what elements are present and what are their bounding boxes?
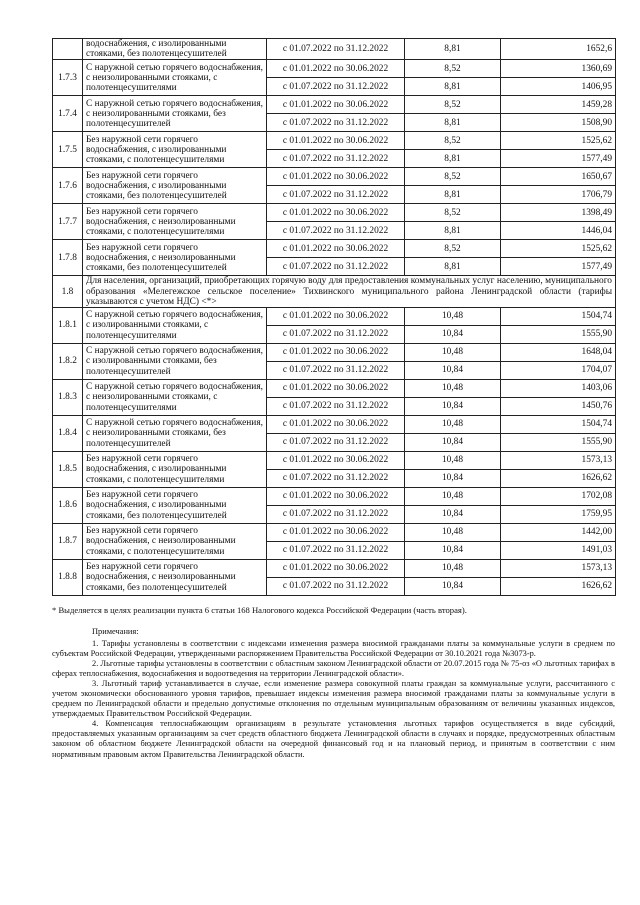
index-cell: 10,48 bbox=[405, 488, 501, 506]
period-cell: с 01.01.2022 по 30.06.2022 bbox=[267, 452, 405, 470]
tariff-value-cell: 1648,04 bbox=[501, 344, 616, 362]
row-description: Без наружной сети горячего водоснабжения, с неизолированными стояками, без полотенцесушителей bbox=[83, 240, 267, 276]
period-cell: с 01.07.2022 по 31.12.2022 bbox=[267, 39, 405, 60]
tariff-value-cell: 1704,07 bbox=[501, 362, 616, 380]
table-row bbox=[53, 416, 616, 434]
index-cell: 8,52 bbox=[405, 60, 501, 78]
tariff-value-cell: 1403,06 bbox=[501, 380, 616, 398]
row-description: С наружной сетью горячего водоснабжения, с неизолированными стояками, без полотенцесушителей bbox=[83, 96, 267, 132]
index-cell: 8,81 bbox=[405, 78, 501, 96]
index-cell: 10,84 bbox=[405, 506, 501, 524]
period-cell: с 01.01.2022 по 30.06.2022 bbox=[267, 168, 405, 186]
period-cell: с 01.01.2022 по 30.06.2022 bbox=[267, 524, 405, 542]
index-cell: 10,48 bbox=[405, 380, 501, 398]
row-number: 1.8.7 bbox=[53, 524, 83, 560]
index-cell: 10,84 bbox=[405, 326, 501, 344]
table-row bbox=[53, 488, 616, 506]
notes bbox=[52, 627, 615, 759]
row-description: Без наружной сети горячего водоснабжения, с неизолированными стояками, с полотенцесушителями bbox=[83, 524, 267, 560]
row-number: 1.7.7 bbox=[53, 204, 83, 240]
tariff-value-cell: 1652,6 bbox=[501, 39, 616, 60]
row-number: 1.8.4 bbox=[53, 416, 83, 452]
period-cell: с 01.07.2022 по 31.12.2022 bbox=[267, 398, 405, 416]
tariff-value-cell: 1759,95 bbox=[501, 506, 616, 524]
table-row bbox=[53, 344, 616, 362]
tariff-value-cell: 1508,90 bbox=[501, 114, 616, 132]
row-description: С наружной сетью горячего водоснабжения, с неизолированными стояками, с полотенцесушителями bbox=[83, 380, 267, 416]
period-cell: с 01.01.2022 по 30.06.2022 bbox=[267, 60, 405, 78]
period-cell: с 01.01.2022 по 30.06.2022 bbox=[267, 488, 405, 506]
tariff-value-cell: 1626,62 bbox=[501, 470, 616, 488]
row-description: Без наружной сети горячего водоснабжения, с изолированными стояками, с полотенцесушителями bbox=[83, 132, 267, 168]
period-cell: с 01.01.2022 по 30.06.2022 bbox=[267, 132, 405, 150]
section-text: Для населения, организаций, приобретающих горячую воду для предоставления коммунальных услуг населению, муниципального образования «Мелегежское сельское поселение» Тихвинского муниципального района Ленинградской области (тарифы указываются с учетом НДС) <*> bbox=[83, 276, 616, 308]
index-cell: 8,52 bbox=[405, 168, 501, 186]
tariff-value-cell: 1446,04 bbox=[501, 222, 616, 240]
tariff-value-cell: 1450,76 bbox=[501, 398, 616, 416]
tariff-value-cell: 1398,49 bbox=[501, 204, 616, 222]
row-description: Без наружной сети горячего водоснабжения, с неизолированными стояками, без полотенцесушителей bbox=[83, 560, 267, 596]
tariff-value-cell: 1555,90 bbox=[501, 434, 616, 452]
index-cell: 8,81 bbox=[405, 258, 501, 276]
period-cell: с 01.07.2022 по 31.12.2022 bbox=[267, 362, 405, 380]
table-row bbox=[53, 380, 616, 398]
index-cell: 8,81 bbox=[405, 222, 501, 240]
row-description: С наружной сетью горячего водоснабжения, с неизолированными стояками, без полотенцесушителей bbox=[83, 416, 267, 452]
table-row bbox=[53, 560, 616, 578]
period-cell: с 01.07.2022 по 31.12.2022 bbox=[267, 434, 405, 452]
period-cell: с 01.01.2022 по 30.06.2022 bbox=[267, 416, 405, 434]
index-cell: 10,84 bbox=[405, 470, 501, 488]
index-cell: 8,52 bbox=[405, 96, 501, 114]
row-description: С наружной сетью горячего водоснабжения, с изолированными стояками, без полотенцесушителей bbox=[83, 344, 267, 380]
row-number: 1.8.6 bbox=[53, 488, 83, 524]
period-cell: с 01.01.2022 по 30.06.2022 bbox=[267, 204, 405, 222]
tariff-value-cell: 1504,74 bbox=[501, 416, 616, 434]
tariff-value-cell: 1525,62 bbox=[501, 132, 616, 150]
period-cell: с 01.07.2022 по 31.12.2022 bbox=[267, 78, 405, 96]
table-row bbox=[53, 524, 616, 542]
tariff-value-cell: 1406,95 bbox=[501, 78, 616, 96]
index-cell: 10,48 bbox=[405, 416, 501, 434]
index-cell: 8,52 bbox=[405, 240, 501, 258]
tariff-value-cell: 1442,00 bbox=[501, 524, 616, 542]
period-cell: с 01.01.2022 по 30.06.2022 bbox=[267, 308, 405, 326]
row-number: 1.8.5 bbox=[53, 452, 83, 488]
footnote: * Выделяется в целях реализации пункта 6 статьи 168 Налогового кодекса Российской Федерации (часть вторая). bbox=[52, 605, 467, 616]
row-number: 1.7.4 bbox=[53, 96, 83, 132]
note-item: 1. Тарифы установлены в соответствии с индексами изменения размера вносимой гражданами платы за коммунальные услуги в среднем по субъектам Российской Федерации, утвержденными распоряжением Правительства Российской Федерации от 30.10.2021 года №3073-р. bbox=[52, 638, 615, 658]
index-cell: 8,81 bbox=[405, 150, 501, 168]
row-number: 1.8.3 bbox=[53, 380, 83, 416]
period-cell: с 01.07.2022 по 31.12.2022 bbox=[267, 186, 405, 204]
index-cell: 10,84 bbox=[405, 398, 501, 416]
period-cell: с 01.07.2022 по 31.12.2022 bbox=[267, 578, 405, 596]
index-cell: 8,81 bbox=[405, 39, 501, 60]
row-number bbox=[53, 39, 83, 60]
tariff-value-cell: 1360,69 bbox=[501, 60, 616, 78]
tariff-value-cell: 1555,90 bbox=[501, 326, 616, 344]
period-cell: с 01.07.2022 по 31.12.2022 bbox=[267, 326, 405, 344]
tariff-value-cell: 1626,62 bbox=[501, 578, 616, 596]
period-cell: с 01.07.2022 по 31.12.2022 bbox=[267, 150, 405, 168]
row-description: водоснабжения, с изолированными стояками, без полотенцесушителей bbox=[83, 39, 267, 60]
notes-title: Примечания: bbox=[92, 627, 139, 637]
table-row bbox=[53, 60, 616, 78]
period-cell: с 01.01.2022 по 30.06.2022 bbox=[267, 380, 405, 398]
period-cell: с 01.07.2022 по 31.12.2022 bbox=[267, 222, 405, 240]
index-cell: 10,84 bbox=[405, 542, 501, 560]
tariff-value-cell: 1459,28 bbox=[501, 96, 616, 114]
index-cell: 10,48 bbox=[405, 524, 501, 542]
note-item: 2. Льготные тарифы установлены в соответствии с областным законом Ленинградской области от 20.07.2015 года № 75-оз «О льготных тарифах в сферах теплоснабжения, водоснабжения и водоотведения на территории Ленинградской области». bbox=[52, 658, 615, 678]
index-cell: 8,81 bbox=[405, 114, 501, 132]
period-cell: с 01.07.2022 по 31.12.2022 bbox=[267, 114, 405, 132]
tariff-value-cell: 1706,79 bbox=[501, 186, 616, 204]
row-number: 1.7.5 bbox=[53, 132, 83, 168]
index-cell: 10,84 bbox=[405, 434, 501, 452]
index-cell: 10,48 bbox=[405, 452, 501, 470]
row-number: 1.8.1 bbox=[53, 308, 83, 344]
tariff-value-cell: 1573,13 bbox=[501, 452, 616, 470]
table-row bbox=[53, 168, 616, 186]
note-item: 3. Льготный тариф устанавливается в случае, если изменение размера совокупной платы граждан за коммунальные услуги, рассчитанного с учетом экономически обоснованного уровня тарифов, превышает индексы изменения размера вносимой гражданами платы за коммунальные услуги в среднем по Ленинградской области и предельно допустимые отклонения по отдельным муниципальным образованиям от величины указанных индексов, утверждаемых Правительством Российской Федерации. bbox=[52, 678, 615, 719]
document-page bbox=[52, 38, 615, 760]
row-number: 1.7.6 bbox=[53, 168, 83, 204]
tariff-value-cell: 1491,03 bbox=[501, 542, 616, 560]
tariff-table bbox=[52, 38, 616, 596]
row-description: Без наружной сети горячего водоснабжения, с изолированными стояками, без полотенцесушителей bbox=[83, 168, 267, 204]
period-cell: с 01.07.2022 по 31.12.2022 bbox=[267, 470, 405, 488]
period-cell: с 01.07.2022 по 31.12.2022 bbox=[267, 258, 405, 276]
table-row bbox=[53, 308, 616, 326]
tariff-value-cell: 1504,74 bbox=[501, 308, 616, 326]
table-row bbox=[53, 39, 616, 60]
row-number: 1.8.8 bbox=[53, 560, 83, 596]
row-description: Без наружной сети горячего водоснабжения, с изолированными стояками, с полотенцесушителями bbox=[83, 452, 267, 488]
index-cell: 8,52 bbox=[405, 132, 501, 150]
index-cell: 10,84 bbox=[405, 578, 501, 596]
row-description: Без наружной сети горячего водоснабжения, с неизолированными стояками, с полотенцесушителями bbox=[83, 204, 267, 240]
row-description: Без наружной сети горячего водоснабжения, с изолированными стояками, без полотенцесушителей bbox=[83, 488, 267, 524]
row-number: 1.7.3 bbox=[53, 60, 83, 96]
period-cell: с 01.01.2022 по 30.06.2022 bbox=[267, 344, 405, 362]
index-cell: 10,48 bbox=[405, 308, 501, 326]
period-cell: с 01.07.2022 по 31.12.2022 bbox=[267, 542, 405, 560]
index-cell: 8,52 bbox=[405, 204, 501, 222]
period-cell: с 01.07.2022 по 31.12.2022 bbox=[267, 506, 405, 524]
section-row bbox=[53, 276, 616, 308]
note-item: 4. Компенсация теплоснабжающим организациям в результате установления льготных тарифов осуществляется в виде субсидий, предоставляемых указанным организациям за счет средств областного бюджета Ленинградской области в случаях и порядке, предусмотренных областным законом об областном бюджете Ленинградской области на очередной финансовый год и на плановый период, и принятым в соответствии с ним нормативным правовым актом Правительства Ленинградской области. bbox=[52, 719, 615, 759]
tariff-value-cell: 1573,13 bbox=[501, 560, 616, 578]
table-row bbox=[53, 452, 616, 470]
period-cell: с 01.01.2022 по 30.06.2022 bbox=[267, 560, 405, 578]
table-row bbox=[53, 132, 616, 150]
tariff-value-cell: 1577,49 bbox=[501, 258, 616, 276]
row-number: 1.8.2 bbox=[53, 344, 83, 380]
tariff-value-cell: 1525,62 bbox=[501, 240, 616, 258]
index-cell: 10,48 bbox=[405, 344, 501, 362]
period-cell: с 01.01.2022 по 30.06.2022 bbox=[267, 96, 405, 114]
table-row bbox=[53, 96, 616, 114]
table-row bbox=[53, 240, 616, 258]
index-cell: 8,81 bbox=[405, 186, 501, 204]
row-description: С наружной сетью горячего водоснабжения, с изолированными стояками, с полотенцесушителями bbox=[83, 308, 267, 344]
index-cell: 10,84 bbox=[405, 362, 501, 380]
tariff-value-cell: 1650,67 bbox=[501, 168, 616, 186]
tariff-value-cell: 1702,08 bbox=[501, 488, 616, 506]
row-number: 1.7.8 bbox=[53, 240, 83, 276]
row-description: С наружной сетью горячего водоснабжения, с неизолированными стояками, с полотенцесушителями bbox=[83, 60, 267, 96]
section-number: 1.8 bbox=[53, 276, 83, 308]
period-cell: с 01.01.2022 по 30.06.2022 bbox=[267, 240, 405, 258]
index-cell: 10,48 bbox=[405, 560, 501, 578]
table-row bbox=[53, 204, 616, 222]
tariff-value-cell: 1577,49 bbox=[501, 150, 616, 168]
